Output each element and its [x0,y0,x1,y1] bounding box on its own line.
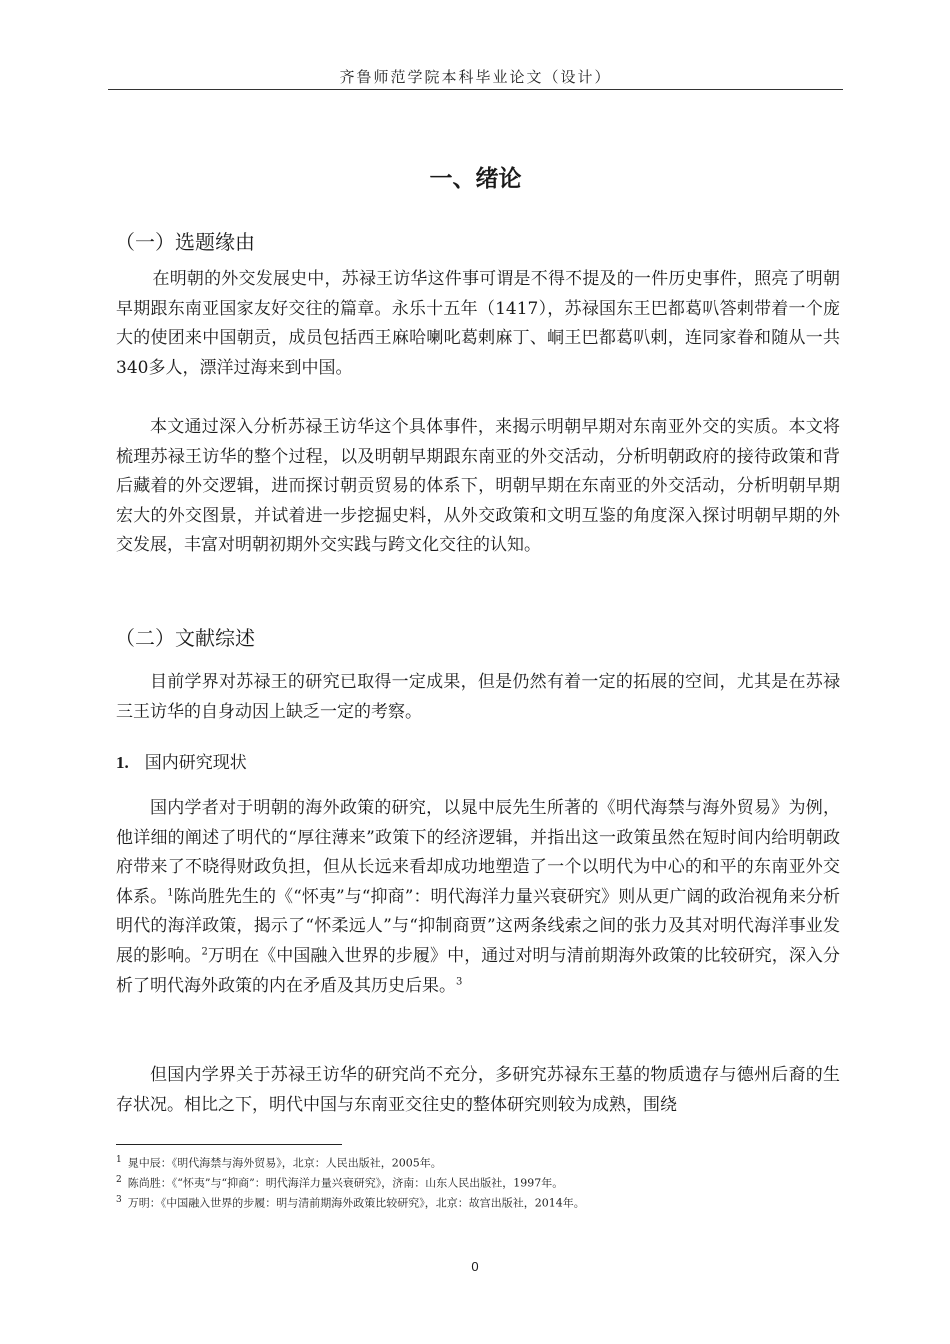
footnote-text: 晁中辰：《明代海禁与海外贸易》，北京：人民出版社，2005年。 [127,1156,442,1170]
page-number: 0 [471,1259,479,1274]
paragraph-domestic-2: 但国内学界关于苏禄王访华的研究尚不充分，多研究苏禄东王墓的物质遗存与德州后裔的生存状况。相比之下，明代中国与东南亚交往史的整体研究则较为成熟，围绕 [116,1065,840,1115]
footnote-mark: 2 [116,1175,122,1186]
footnote-ref-3[interactable]: 3 [456,975,463,987]
paragraph-reason-2: 本文通过深入分析苏禄王访华这个具体事件，来揭示明朝早期对东南亚外交的实质。本文将梳理苏禄王访华的整个过程，以及明朝早期跟东南亚的外交活动，分析明朝政府的接待政策和背后藏着的外交逻辑，进而探讨朝贡贸易的体系下，明朝早期在东南亚的外交活动，分析明朝早期宏大的外交图景，并试着进一步挖掘史料，从外交政策和文明互鉴的角度深入探讨明朝早期的外交发展，丰富对明朝初期外交实践与跨文化交往的认知。 [116,417,840,556]
paragraph-literature-1: 目前学界对苏禄王的研究已取得一定成果，但是仍然有着一定的拓展的空间，尤其是在苏禄三王访华的自身动因上缺乏一定的考察。 [116,672,840,722]
footnote-mark: 3 [116,1195,122,1206]
footnote-ref-1[interactable]: 1 [167,887,174,899]
footnote-text: 陈尚胜：《“怀夷”与“抑商”：明代海洋力量兴衰研究》，济南：山东人民出版社，1997年。 [127,1176,564,1190]
running-header: 齐鲁师范学院本科毕业论文（设计） [339,68,612,86]
footnote-text: 万明：《中国融入世界的步履：明与清前期海外政策比较研究》，北京：故宫出版社，2014年。 [127,1196,585,1210]
paragraph-domestic-1-part-b: 陈尚胜先生的《“怀夷”与“抑商”：明代海洋力量兴衰研究》则从更广阔的政治视角来分析明代的海洋政策，揭示了“怀柔远人”与“抑制商贾”这两条线索之间的张力及其对明代海洋事业发展的影响。 [116,886,841,966]
footnote-ref-2[interactable]: 2 [201,946,208,958]
section-title-literature: （二）文献综述 [115,626,255,650]
paragraph-domestic-1 [116,794,840,1001]
footnotes [116,1152,840,1212]
subsection-number: 1. [116,753,129,772]
subsection-heading-domestic [116,748,247,773]
footnote-1 [116,1152,840,1172]
paragraph-reason-1: 在明朝的外交发展史中，苏禄王访华这件事可谓是不得不提及的一件历史事件，照亮了明朝早期跟东南亚国家友好交往的篇章。永乐十五年（1417），苏禄国东王巴都葛叭答剌带着一个庞大的使团来中国朝贡，成员包括西王麻哈喇叱葛剌麻丁、峒王巴都葛叭剌，连同家眷和随从一共340多人，漂洋过海来到中国。 [116,269,840,378]
subsection-title: 国内研究现状 [144,753,247,773]
section-title-reason: （一）选题缘由 [115,230,255,254]
paragraph-domestic-1-part-a: 国内学者对于明朝的海外政策的研究，以晁中辰先生所著的《明代海禁与海外贸易》为例，他详细的阐述了明代的“厚往薄来”政策下的经济逻辑，并指出这一政策虽然在短时间内给明朝政府带来了不晓得财政负担，但从长远来看却成功地塑造了一个以明代为中心的和平的东南亚外交体系。 [116,798,840,907]
footnote-mark: 1 [116,1155,122,1165]
header-rule [108,89,843,90]
footnote-3 [116,1192,840,1212]
footnote-rule [116,1144,342,1145]
footnote-2 [116,1172,840,1192]
chapter-title: 一、绪论 [429,166,522,192]
paragraph-domestic-1-part-c: 万明在《中国融入世界的步履》中，通过对明与清前期海外政策的比较研究，深入分析了明代海外政策的内在矛盾及其历史后果。 [116,945,841,996]
